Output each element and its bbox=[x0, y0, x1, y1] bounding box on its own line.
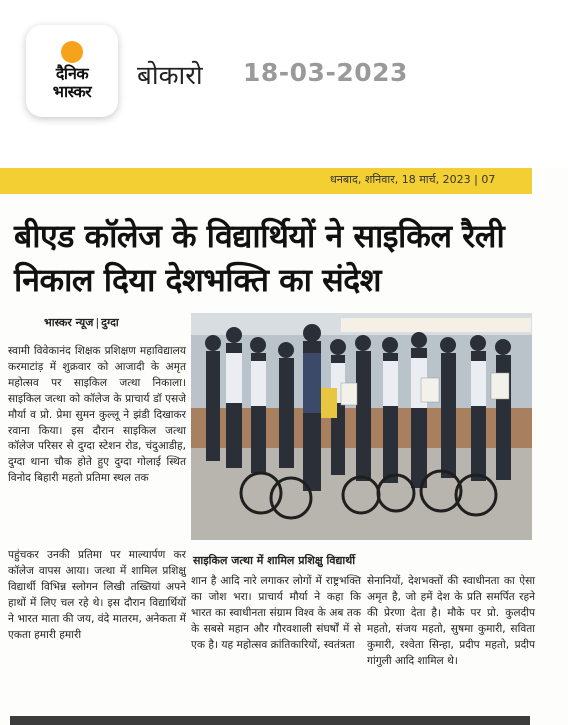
next-article-cut-off bbox=[10, 716, 530, 725]
dainik-bhaskar-logo[interactable] bbox=[26, 25, 118, 117]
byline-place: दुग्दा bbox=[101, 316, 119, 329]
photo-caption: साइकिल जत्था में शामिल प्रशिक्षु विद्यार्थी bbox=[193, 554, 356, 567]
byline-source: भास्कर न्यूज bbox=[44, 316, 94, 329]
newspaper-clipping[interactable] bbox=[0, 168, 568, 725]
app-header bbox=[0, 0, 568, 150]
article-column-2: शान है आदि नारे लगाकर लोगों में राष्ट्रभक्ति का जोश भरा। प्राचार्य मौर्या ने कहा कि भारत का स्वाधीनता संग्राम विश्व के अब तक के सबसे महान और गौरवशाली संघर्षों में से एक है। यह महोत्सव क्रांतिकारियों, स्वतंत्रता bbox=[191, 575, 361, 651]
photo-illustration bbox=[191, 313, 532, 540]
article-column-3: सेनानियों, देशभक्तों की स्वाधीनता का ऐसा अमृत है, जो हमें देश के प्रति समर्पित रहने की प्रेरणा देता है। मौके पर प्रो. कुलदीप महतो, संजय महतो, सुषमा कुमारी, सविता कुमारी, रश्वेता सिन्हा, प्रदीप महतो, प्रदीप गांगुली आदि शामिल थे। bbox=[367, 575, 535, 667]
byline-separator: | bbox=[95, 316, 100, 329]
logo-text-line1: दैनिक bbox=[55, 64, 89, 83]
cycle-rally-photo bbox=[191, 313, 532, 540]
article-column-1: स्वामी विवेकानंद शिक्षक प्रशिक्षण महाविद्यालय करमाटांड़ में शुक्रवार को आजादी के अमृत महोत्सव पर साइकिल जत्था निकाला। साइकिल जत्था को कॉलेज के प्राचार्य डॉ एसजे मौर्या व प्रो. प्रेमा सुमन कुल्लू ने झंडी दिखाकर रवाना किया। इस दौरान साइकिल जत्था कॉलेज परिसर से दुग्दा स्टेशन रोड, चंदुआडीह, दुग्दा थाना चौक होते हुए दुग्दा गोलाई स्थित विनोद बिहारी महतो प्रतिमा स्थल तक bbox=[8, 345, 186, 485]
article-headline: बीएड कॉलेज के विद्यार्थियों ने साइकिल रैली निकाल दिया देशभक्ति का संदेश bbox=[14, 217, 505, 299]
edition-city: बोकारो bbox=[137, 61, 203, 91]
cut-off-text-strip bbox=[10, 716, 530, 725]
article-column-1-continued: पहुंचकर उनकी प्रतिमा पर माल्यार्पण कर कॉलेज वापस आया। जत्था में शामिल प्रशिक्षु विद्यार्थी विभिन्न स्लोगन लिखी तख्तियां अपने हाथों में लिए चल रहे थे। इस दौरान विद्यार्थियों ने भारत माता की जय, वंदे मातरम, अनेकता में एकता हमारी हमारी bbox=[8, 549, 186, 641]
page-dateline: धनबाद, शनिवार, 18 मार्च, 2023 | 07 bbox=[330, 173, 496, 186]
article-byline bbox=[44, 315, 119, 330]
sun-icon bbox=[61, 41, 83, 63]
logo-text-line2: भास्कर bbox=[52, 82, 92, 101]
edition-date: 18-03-2023 bbox=[243, 58, 408, 87]
